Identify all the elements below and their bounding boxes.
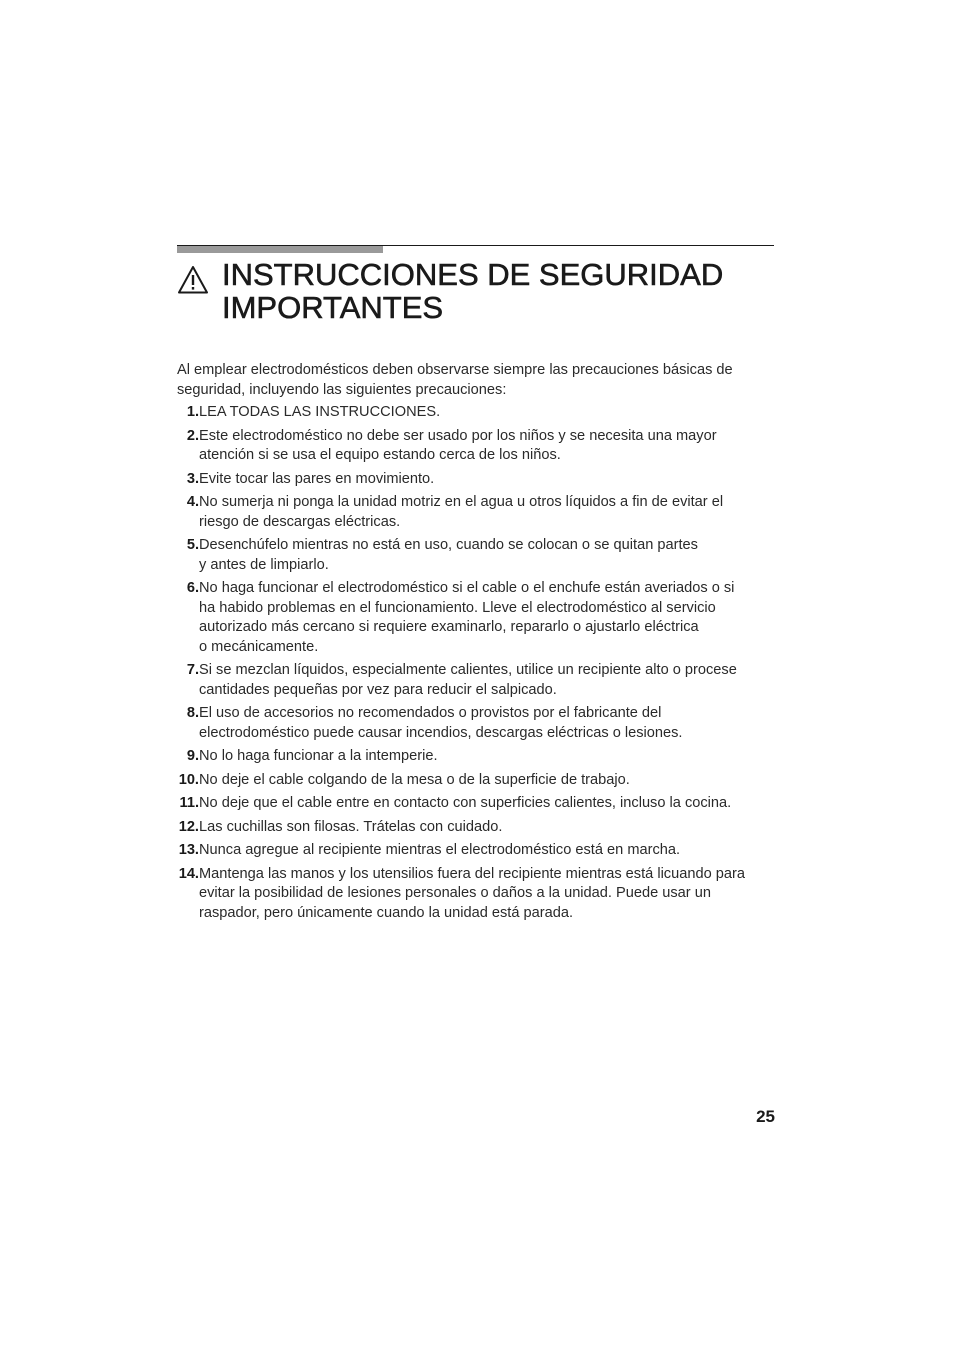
list-item-number: 1.: [186, 404, 199, 420]
list-item: [177, 427, 782, 466]
list-item-number: 4.: [186, 494, 199, 510]
list-item: [177, 403, 782, 423]
list-item-number: 2.: [186, 427, 199, 444]
list-item-number: 9.: [186, 748, 199, 764]
list-item: [177, 747, 782, 767]
list-item-number: 6.: [186, 580, 199, 596]
list-item: [177, 661, 782, 700]
list-item-text: Evite tocar las pares en movimiento.: [199, 470, 435, 487]
list-item-number: 13.: [178, 842, 199, 858]
list-item-text: Mantenga las manos y los utensilios fuera del recipiente mientras está licuando para evitar la posibilidad de lesiones personales o daños a la unidad. Puede usar un raspador, pero únicamente cuando la unidad está parada.: [199, 865, 745, 921]
page-title-line-2: IMPORTANTES: [222, 290, 444, 325]
list-item: [177, 841, 782, 861]
list-item-number: 11.: [179, 795, 199, 811]
list-item: [177, 493, 782, 532]
list-item-text: No haga funcionar el electrodoméstico si el cable o el enchufe están averiados o si ha habido problemas en el funcionamiento. Lleve el electrodoméstico al servicio autorizado más cercano si requiere examinarlo, repararlo o ajustarlo eléctrica o mecánicamente.: [199, 580, 735, 655]
list-item: [177, 536, 782, 575]
section-heading: [177, 258, 777, 324]
page-title: [222, 258, 723, 324]
warning-triangle-icon: [177, 265, 209, 295]
list-item: [177, 818, 782, 838]
list-item-text: El uso de accesorios no recomendados o provistos por el fabricante del electrodoméstico puede causar incendios, descargas eléctricas o lesiones.: [199, 705, 683, 741]
list-item: [177, 794, 782, 814]
list-item: [177, 771, 782, 791]
list-item-number: 8.: [186, 705, 199, 721]
page-number: 25: [756, 1107, 775, 1126]
list-item-text: No deje que el cable entre en contacto con superficies calientes, incluso la cocina.: [199, 795, 732, 811]
list-item-text: Si se mezclan líquidos, especialmente calientes, utilice un recipiente alto o procese cantidades pequeñas por vez para reducir el salpicado.: [199, 662, 737, 698]
intro-paragraph: Al emplear electrodomésticos deben observarse siempre las precauciones básicas de seguridad, incluyendo las siguientes precauciones:: [177, 362, 733, 398]
safety-instructions-list: [177, 403, 782, 927]
list-item: [177, 470, 782, 490]
list-item-text: Desenchúfelo mientras no está en uso, cuando se colocan o se quitan partes y antes de limpiarlo.: [199, 537, 698, 573]
list-item-text: No lo haga funcionar a la intemperie.: [199, 748, 438, 764]
list-item-text: No sumerja ni ponga la unidad motriz en el agua u otros líquidos a fin de evitar el riesgo de descargas eléctricas.: [199, 494, 724, 530]
list-item-text: No deje el cable colgando de la mesa o de la superficie de trabajo.: [199, 771, 630, 788]
list-item-text: Las cuchillas son filosas. Trátelas con cuidado.: [199, 818, 503, 835]
list-item: [177, 579, 782, 657]
page-title-line-1: INSTRUCCIONES DE SEGURIDAD: [222, 257, 724, 292]
list-item-number: 14.: [178, 865, 199, 882]
list-item: [177, 704, 782, 743]
list-item-number: 3.: [186, 470, 199, 487]
list-item-text: Nunca agregue al recipiente mientras el electrodoméstico está en marcha.: [199, 842, 681, 858]
list-item-number: 7.: [186, 662, 199, 678]
list-item: [177, 865, 782, 924]
list-item-text: Este electrodoméstico no debe ser usado por los niños y se necesita una mayor atención si se usa el equipo estando cerca de los niños.: [199, 427, 717, 463]
list-item-number: 5.: [186, 537, 199, 553]
list-item-number: 10.: [178, 771, 199, 788]
header-rule-accent: [177, 246, 383, 253]
list-item-number: 12.: [178, 818, 199, 835]
list-item-text: LEA TODAS LAS INSTRUCCIONES.: [199, 404, 441, 420]
